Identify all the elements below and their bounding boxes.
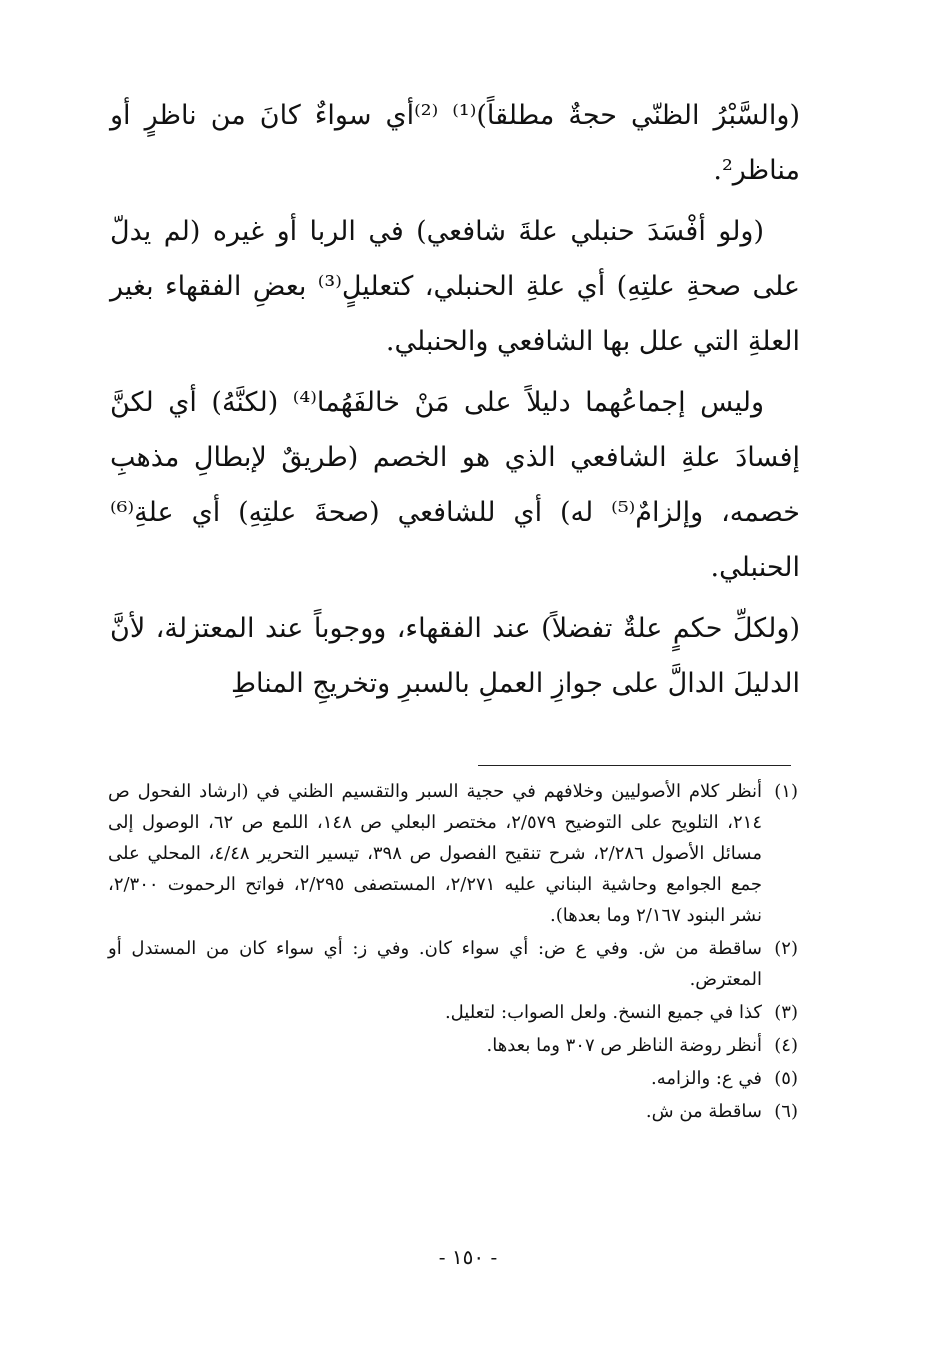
footnote-text: أنظر كلام الأصوليين وخلافهم في حجية السبر والتقسيم الظني في (ارشاد الفحول ص ٢١٤، التلويح على التوضيح ٢/٥٧٩، مختصر البعلي ص ١٤٨، اللمع ص ٦٢، الوصول إلى مسائل الأصول ٢/٢٨٦، شرح تنقيح الفصول ص ٣٩٨، تيسير التحرير ٤/٤٨، المحلي على جمع الجوامع وحاشية البناني عليه ٢/٢٧١، المستصفى ٢/٢٩٥، فواتح الرحموت ٢/٣٠٠، نشر البنود ٢/١٦٧ وما بعدها).: [108, 781, 762, 926]
footnote-5: [108, 1063, 798, 1094]
footnote-number: (١): [774, 781, 798, 802]
footnote-number: (٦): [774, 1101, 798, 1122]
footnote-number: (٢): [774, 938, 798, 959]
footnote-number: (٤): [774, 1035, 798, 1056]
footnotes: [108, 776, 798, 1127]
paragraph-2: (ولو أفْسَدَ حنبلي علةَ شافعي) في الربا أو غيره (لم يدلّ على صحةِ علتِهِ) أي علةِ الحنبلي، كتعليلٍ⁽³⁾ بعضِ الفقهاء بغير العلةِ التي علل بها الشافعي والحنبلي.: [110, 216, 800, 357]
footnote-2: [108, 933, 798, 995]
footnote-text: كذا في جميع النسخ. ولعل الصواب: لتعليل.: [444, 1002, 762, 1023]
footnote-3: [108, 997, 798, 1028]
main-text: [110, 88, 800, 711]
paragraph-1: (والسَّبْرُ الظنّي حجةٌ مطلقاً)⁽¹⁾ ⁽²⁾أي سواءٌ كانَ من ناظرٍ أو مناظر².: [110, 100, 800, 186]
footnote-text: ساقطة من ش.: [645, 1101, 762, 1122]
footnote-6: [108, 1096, 798, 1127]
footnote-4: [108, 1030, 798, 1061]
paragraph-4: (ولكلِّ حكمٍ علةٌ تفضلاً) عند الفقهاء، ووجوباً عند المعتزلة، لأنَّ الدليلَ الدالَّ على جوازِ العملِ بالسبرِ وتخريجِ المناطِ: [110, 613, 800, 699]
footnote-text: في ع: والزامه.: [651, 1068, 762, 1089]
footnote-number: (٣): [774, 1002, 798, 1023]
footnote-number: (٥): [774, 1068, 798, 1089]
page-number: - ١٥٠ -: [438, 1245, 498, 1269]
paragraph-3: وليس إجماعُهما دليلاً على مَنْ خالفَهُما⁽⁴⁾ (لكنَّهُ) أي لكنَّ إفسادَ علةِ الشافعي الذي هو الخصم (طريقٌ لإبطالِ مذهبِ خصمه، وإلزامٌ⁽⁵⁾ له) أي للشافعي (صحةَ علتِهِ) أي علةِ⁽⁶⁾ الحنبلي.: [110, 387, 800, 583]
footnote-text: أنظر روضة الناظر ص ٣٠٧ وما بعدها.: [486, 1035, 762, 1056]
footnote-text: ساقطة من ش. وفي ع ض: أي سواء كان. وفي ز: أي سواء كان من المستدل أو المعترض.: [108, 938, 762, 990]
footnote-separator: [478, 765, 791, 766]
footnote-1: [108, 776, 798, 931]
